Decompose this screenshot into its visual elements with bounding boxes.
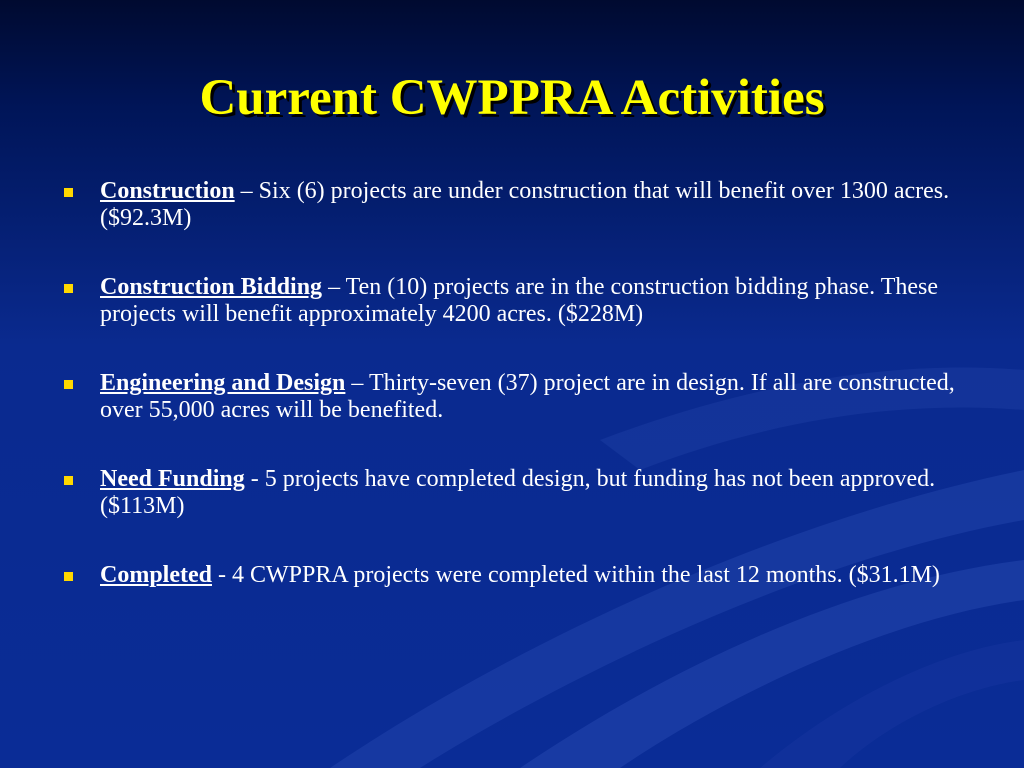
bullet-square-icon	[64, 380, 73, 389]
activity-list	[62, 178, 962, 631]
list-item-engineering-design	[62, 370, 962, 424]
term-completed: Completed	[100, 562, 212, 588]
term-construction: Construction	[100, 178, 235, 204]
bullet-square-icon	[64, 188, 73, 197]
term-need-funding: Need Funding	[100, 466, 245, 492]
description-need-funding: - 5 projects have completed design, but funding has not been approved. ($113M)	[100, 466, 936, 519]
list-item-completed	[62, 562, 962, 589]
description-construction-bidding: – Ten (10) projects are in the construction bidding phase. These projects will benefit approximately 4200 acres. ($228M)	[100, 274, 938, 327]
description-completed: - 4 CWPPRA projects were completed within the last 12 months. ($31.1M)	[211, 562, 940, 588]
list-item-need-funding	[62, 466, 962, 520]
slide-title: Current CWPPRA Activities	[199, 70, 825, 126]
description-engineering-design: – Thirty-seven (37) project are in design. If all are constructed, over 55,000 acres will be benefited.	[100, 370, 955, 423]
term-engineering-design: Engineering and Design	[100, 370, 346, 396]
bullet-square-icon	[64, 284, 73, 293]
term-construction-bidding: Construction Bidding	[100, 274, 323, 300]
description-construction: – Six (6) projects are under construction that will benefit over 1300 acres. ($92.3M)	[100, 178, 950, 231]
list-item-construction-bidding	[62, 274, 962, 328]
list-item-construction	[62, 178, 962, 232]
bullet-square-icon	[64, 476, 73, 485]
bullet-square-icon	[64, 572, 73, 581]
